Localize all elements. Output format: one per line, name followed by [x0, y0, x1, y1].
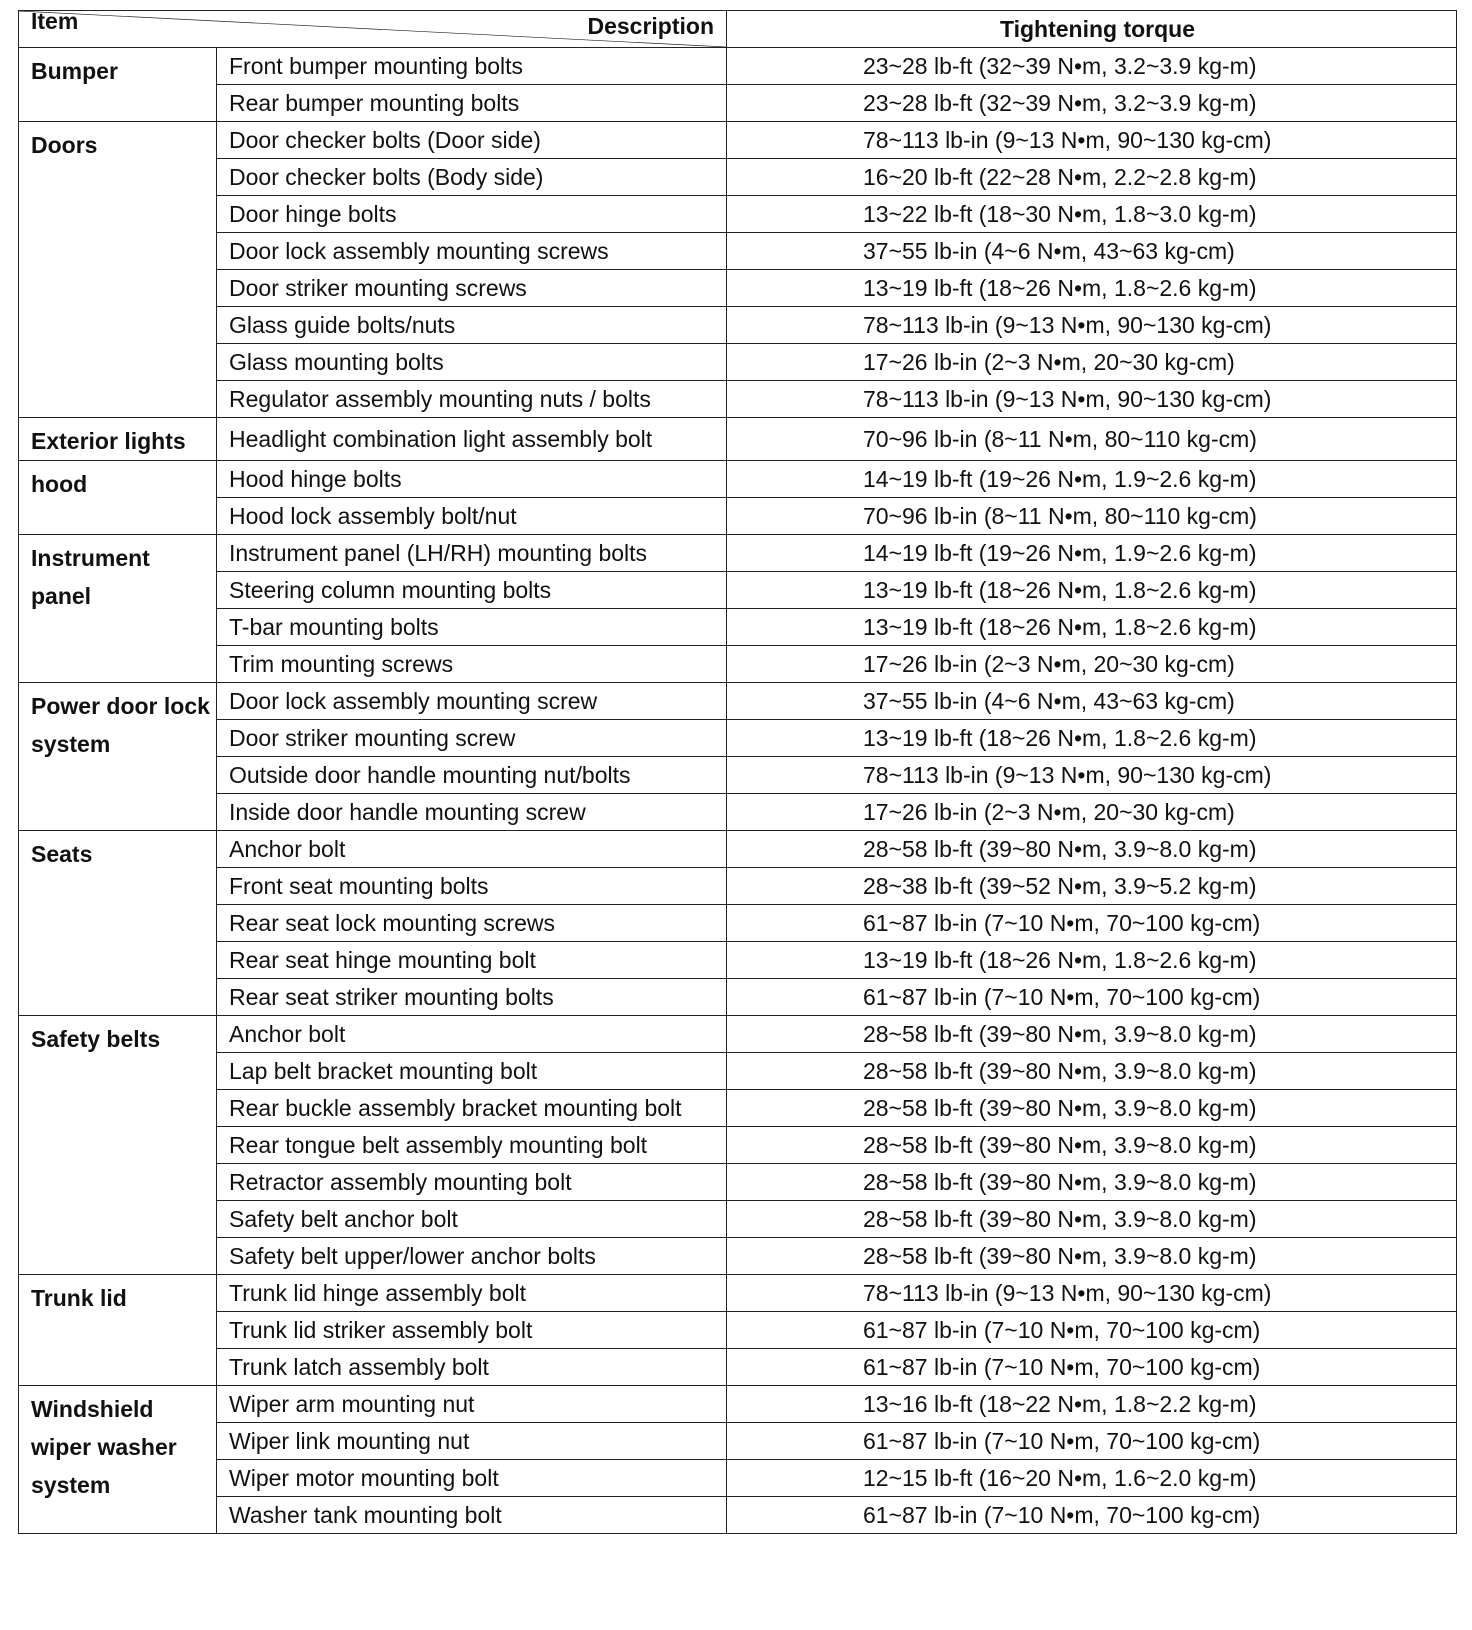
description-cell: Headlight combination light assembly bolt	[217, 418, 727, 461]
header-description-label: Description	[587, 13, 714, 39]
torque-cell: 28~58 lb-ft (39~80 N•m, 3.9~8.0 kg-m)	[727, 1164, 1457, 1201]
torque-cell: 28~58 lb-ft (39~80 N•m, 3.9~8.0 kg-m)	[727, 1053, 1457, 1090]
table-row	[19, 1164, 1457, 1201]
table-row	[19, 498, 1457, 535]
table-row	[19, 85, 1457, 122]
header-row	[19, 11, 1457, 48]
table-row	[19, 1238, 1457, 1275]
torque-cell: 37~55 lb-in (4~6 N•m, 43~63 kg-cm)	[727, 233, 1457, 270]
description-cell: Outside door handle mounting nut/bolts	[217, 757, 727, 794]
description-cell: Door lock assembly mounting screws	[217, 233, 727, 270]
group-name-cell: hood	[19, 461, 217, 535]
table-row	[19, 122, 1457, 159]
header-item-label: Item	[31, 8, 79, 34]
table-row	[19, 1349, 1457, 1386]
description-cell: Retractor assembly mounting bolt	[217, 1164, 727, 1201]
group-name-cell: Power door lock system	[19, 683, 217, 831]
table-row	[19, 461, 1457, 498]
description-cell: T-bar mounting bolts	[217, 609, 727, 646]
torque-cell: 61~87 lb-in (7~10 N•m, 70~100 kg-cm)	[727, 1497, 1457, 1534]
description-cell: Anchor bolt	[217, 831, 727, 868]
table-body	[19, 48, 1457, 1534]
description-cell: Door lock assembly mounting screw	[217, 683, 727, 720]
torque-cell: 14~19 lb-ft (19~26 N•m, 1.9~2.6 kg-m)	[727, 461, 1457, 498]
description-cell: Rear seat hinge mounting bolt	[217, 942, 727, 979]
table-row	[19, 344, 1457, 381]
description-cell: Rear buckle assembly bracket mounting bolt	[217, 1090, 727, 1127]
description-cell: Inside door handle mounting screw	[217, 794, 727, 831]
torque-cell: 28~58 lb-ft (39~80 N•m, 3.9~8.0 kg-m)	[727, 831, 1457, 868]
table-row	[19, 233, 1457, 270]
torque-cell: 78~113 lb-in (9~13 N•m, 90~130 kg-cm)	[727, 122, 1457, 159]
description-cell: Hood hinge bolts	[217, 461, 727, 498]
header-item-description-cell	[19, 8, 727, 48]
torque-spec-table	[18, 10, 1457, 1534]
table-row	[19, 270, 1457, 307]
table-row	[19, 757, 1457, 794]
table-row	[19, 48, 1457, 85]
table-row	[19, 1016, 1457, 1053]
table-row	[19, 683, 1457, 720]
torque-cell: 16~20 lb-ft (22~28 N•m, 2.2~2.8 kg-m)	[727, 159, 1457, 196]
description-cell: Trunk lid striker assembly bolt	[217, 1312, 727, 1349]
description-cell: Wiper motor mounting bolt	[217, 1460, 727, 1497]
torque-cell: 78~113 lb-in (9~13 N•m, 90~130 kg-cm)	[727, 307, 1457, 344]
group-name-cell: Trunk lid	[19, 1275, 217, 1386]
table-row	[19, 1090, 1457, 1127]
torque-cell: 23~28 lb-ft (32~39 N•m, 3.2~3.9 kg-m)	[727, 48, 1457, 85]
torque-cell: 17~26 lb-in (2~3 N•m, 20~30 kg-cm)	[727, 794, 1457, 831]
header-torque-label: Tightening torque	[727, 11, 1457, 48]
description-cell: Safety belt upper/lower anchor bolts	[217, 1238, 727, 1275]
group-name-cell: Bumper	[19, 48, 217, 122]
table-row	[19, 794, 1457, 831]
description-cell: Front bumper mounting bolts	[217, 48, 727, 85]
torque-cell: 13~19 lb-ft (18~26 N•m, 1.8~2.6 kg-m)	[727, 942, 1457, 979]
group-name-cell: Windshield wiper washer system	[19, 1386, 217, 1534]
table-row	[19, 307, 1457, 344]
description-cell: Door hinge bolts	[217, 196, 727, 233]
torque-cell: 28~58 lb-ft (39~80 N•m, 3.9~8.0 kg-m)	[727, 1016, 1457, 1053]
description-cell: Rear seat lock mounting screws	[217, 905, 727, 942]
description-cell: Instrument panel (LH/RH) mounting bolts	[217, 535, 727, 572]
table-row	[19, 1460, 1457, 1497]
torque-cell: 13~19 lb-ft (18~26 N•m, 1.8~2.6 kg-m)	[727, 720, 1457, 757]
description-cell: Trim mounting screws	[217, 646, 727, 683]
torque-cell: 70~96 lb-in (8~11 N•m, 80~110 kg-cm)	[727, 498, 1457, 535]
description-cell: Glass mounting bolts	[217, 344, 727, 381]
description-cell: Glass guide bolts/nuts	[217, 307, 727, 344]
table-row	[19, 159, 1457, 196]
description-cell: Front seat mounting bolts	[217, 868, 727, 905]
group-name-cell: Exterior lights	[19, 418, 217, 461]
torque-cell: 12~15 lb-ft (16~20 N•m, 1.6~2.0 kg-m)	[727, 1460, 1457, 1497]
table-row	[19, 720, 1457, 757]
table-row	[19, 1497, 1457, 1534]
description-cell: Regulator assembly mounting nuts / bolts	[217, 381, 727, 418]
table-row	[19, 609, 1457, 646]
description-cell: Wiper link mounting nut	[217, 1423, 727, 1460]
description-cell: Wiper arm mounting nut	[217, 1386, 727, 1423]
description-cell: Rear seat striker mounting bolts	[217, 979, 727, 1016]
table-row	[19, 572, 1457, 609]
table-row	[19, 381, 1457, 418]
description-cell: Hood lock assembly bolt/nut	[217, 498, 727, 535]
torque-cell: 28~58 lb-ft (39~80 N•m, 3.9~8.0 kg-m)	[727, 1238, 1457, 1275]
table-row	[19, 905, 1457, 942]
table-row	[19, 1386, 1457, 1423]
torque-cell: 61~87 lb-in (7~10 N•m, 70~100 kg-cm)	[727, 979, 1457, 1016]
description-cell: Door checker bolts (Door side)	[217, 122, 727, 159]
torque-cell: 78~113 lb-in (9~13 N•m, 90~130 kg-cm)	[727, 1275, 1457, 1312]
description-cell: Door striker mounting screw	[217, 720, 727, 757]
table-row	[19, 1423, 1457, 1460]
table-row	[19, 979, 1457, 1016]
table-row	[19, 831, 1457, 868]
torque-cell: 28~58 lb-ft (39~80 N•m, 3.9~8.0 kg-m)	[727, 1127, 1457, 1164]
description-cell: Trunk lid hinge assembly bolt	[217, 1275, 727, 1312]
torque-cell: 14~19 lb-ft (19~26 N•m, 1.9~2.6 kg-m)	[727, 535, 1457, 572]
table-row	[19, 196, 1457, 233]
table-row	[19, 1053, 1457, 1090]
description-cell: Door striker mounting screws	[217, 270, 727, 307]
group-name-cell: Doors	[19, 122, 217, 418]
table-row	[19, 646, 1457, 683]
table-row	[19, 418, 1457, 461]
group-name-cell: Seats	[19, 831, 217, 1016]
torque-cell: 23~28 lb-ft (32~39 N•m, 3.2~3.9 kg-m)	[727, 85, 1457, 122]
description-cell: Steering column mounting bolts	[217, 572, 727, 609]
torque-cell: 61~87 lb-in (7~10 N•m, 70~100 kg-cm)	[727, 905, 1457, 942]
description-cell: Rear bumper mounting bolts	[217, 85, 727, 122]
description-cell: Washer tank mounting bolt	[217, 1497, 727, 1534]
table-row	[19, 868, 1457, 905]
table-row	[19, 1275, 1457, 1312]
table-row	[19, 1312, 1457, 1349]
torque-cell: 28~58 lb-ft (39~80 N•m, 3.9~8.0 kg-m)	[727, 1201, 1457, 1238]
description-cell: Door checker bolts (Body side)	[217, 159, 727, 196]
torque-cell: 28~58 lb-ft (39~80 N•m, 3.9~8.0 kg-m)	[727, 1090, 1457, 1127]
torque-cell: 13~16 lb-ft (18~22 N•m, 1.8~2.2 kg-m)	[727, 1386, 1457, 1423]
torque-cell: 61~87 lb-in (7~10 N•m, 70~100 kg-cm)	[727, 1423, 1457, 1460]
table-row	[19, 942, 1457, 979]
torque-cell: 70~96 lb-in (8~11 N•m, 80~110 kg-cm)	[727, 418, 1457, 461]
torque-cell: 37~55 lb-in (4~6 N•m, 43~63 kg-cm)	[727, 683, 1457, 720]
description-cell: Safety belt anchor bolt	[217, 1201, 727, 1238]
table-row	[19, 535, 1457, 572]
torque-cell: 13~19 lb-ft (18~26 N•m, 1.8~2.6 kg-m)	[727, 572, 1457, 609]
group-name-cell: Safety belts	[19, 1016, 217, 1275]
table-row	[19, 1201, 1457, 1238]
torque-cell: 61~87 lb-in (7~10 N•m, 70~100 kg-cm)	[727, 1312, 1457, 1349]
torque-cell: 17~26 lb-in (2~3 N•m, 20~30 kg-cm)	[727, 344, 1457, 381]
description-cell: Rear tongue belt assembly mounting bolt	[217, 1127, 727, 1164]
torque-cell: 13~19 lb-ft (18~26 N•m, 1.8~2.6 kg-m)	[727, 609, 1457, 646]
group-name-cell: Instrument panel	[19, 535, 217, 683]
torque-cell: 61~87 lb-in (7~10 N•m, 70~100 kg-cm)	[727, 1349, 1457, 1386]
torque-cell: 28~38 lb-ft (39~52 N•m, 3.9~5.2 kg-m)	[727, 868, 1457, 905]
torque-cell: 78~113 lb-in (9~13 N•m, 90~130 kg-cm)	[727, 381, 1457, 418]
description-cell: Anchor bolt	[217, 1016, 727, 1053]
torque-cell: 13~22 lb-ft (18~30 N•m, 1.8~3.0 kg-m)	[727, 196, 1457, 233]
description-cell: Trunk latch assembly bolt	[217, 1349, 727, 1386]
description-cell: Lap belt bracket mounting bolt	[217, 1053, 727, 1090]
torque-cell: 78~113 lb-in (9~13 N•m, 90~130 kg-cm)	[727, 757, 1457, 794]
torque-cell: 17~26 lb-in (2~3 N•m, 20~30 kg-cm)	[727, 646, 1457, 683]
torque-cell: 13~19 lb-ft (18~26 N•m, 1.8~2.6 kg-m)	[727, 270, 1457, 307]
table-row	[19, 1127, 1457, 1164]
